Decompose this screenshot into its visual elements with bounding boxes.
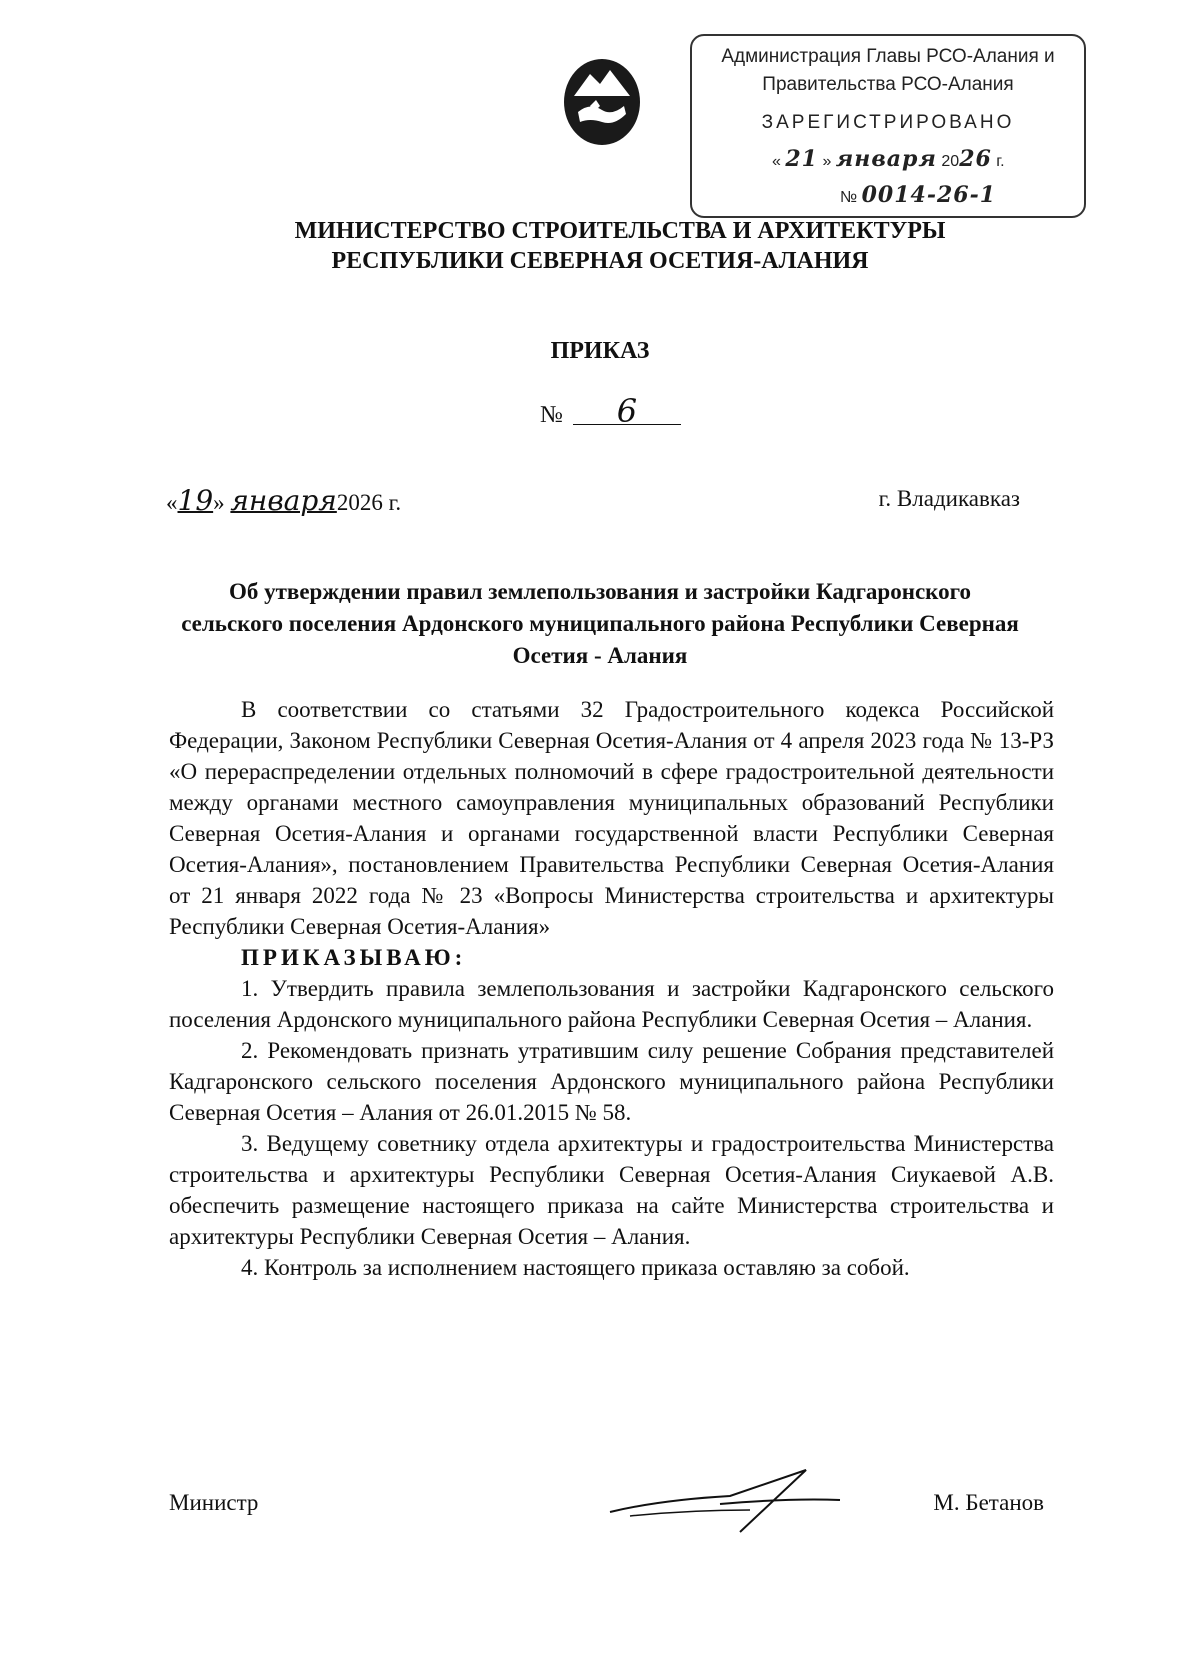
- ministry-name-line1: МИНИСТЕРСТВО СТРОИТЕЛЬСТВА И АРХИТЕКТУРЫ: [294, 218, 946, 244]
- order-item-4: 4. Контроль за исполнением настоящего приказа оставляю за собой.: [241, 1255, 910, 1280]
- handwritten-signature: [600, 1460, 850, 1540]
- registration-stamp: [690, 34, 1086, 218]
- stamp-org-line1: Администрация Главы РСО-Алания и: [721, 46, 1055, 67]
- order-number-value: 6: [573, 398, 681, 425]
- order-body: [169, 694, 1054, 1283]
- stamp-date-close-quote: »: [822, 153, 832, 170]
- order-city: г. Владикавказ: [878, 486, 1020, 511]
- stamp-date-year-prefix: 20: [941, 153, 960, 170]
- date-close-quote: »: [213, 490, 225, 515]
- preamble-paragraph: В соответствии со статьями 32 Градостроительного кодекса Российской Федерации, Законом Республики Северная Осетия-Алания от 4 апреля 2023 года № 13-РЗ «О перераспределении отдельных полномочий в сфере градостроительной деятельности между органами местного самоуправления муниципальных образований Республики Северная Осетия-Алания и органами государственной власти Республики Северная Осетия-Алания», постановлением Правительства Республики Северная Осетия-Алания от 21 января 2022 года № 23 «Вопросы Министерства строительства и архитектуры Республики Северная Осетия-Алания»: [169, 697, 1054, 939]
- decree-heading: ПРИКАЗЫВАЮ:: [241, 945, 467, 970]
- order-item-1: 1. Утвердить правила землепользования и застройки Кадгаронского сельского поселения Ардонского муниципального района Республики Северная Осетия – Алания.: [169, 976, 1054, 1032]
- signer-role: Министр: [169, 1490, 259, 1515]
- order-number-label: №: [540, 402, 563, 428]
- date-day: 19: [177, 484, 214, 517]
- coat-of-arms-emblem: [560, 56, 644, 148]
- date-open-quote: «: [166, 490, 178, 515]
- stamp-date-year-suffix: 26: [959, 146, 992, 172]
- order-item-2: 2. Рекомендовать признать утратившим силу решение Собрания представителей Кадгаронского сельского поселения Ардонского муниципального района Республики Северная Осетия – Алания от 26.01.2015 № 58.: [169, 1038, 1054, 1125]
- stamp-number-label: №: [840, 189, 858, 206]
- signer-name: М. Бетанов: [933, 1490, 1044, 1515]
- stamp-number: [840, 182, 996, 208]
- stamp-status: ЗАРЕГИСТРИРОВАНО: [761, 112, 1015, 133]
- order-item-3: 3. Ведущему советнику отдела архитектуры и градостроительства Министерства строительства и архитектуры Республики Северная Осетия-Алания Сиукаевой А.В. обеспечить размещение настоящего приказа на сайте Министерства строительства и архитектуры Республики Северная Осетия – Алания.: [169, 1131, 1054, 1249]
- stamp-date-year-unit: г.: [996, 153, 1005, 170]
- stamp-date-open-quote: «: [772, 153, 781, 170]
- order-number: [540, 392, 681, 430]
- stamp-date: [772, 146, 1005, 172]
- stamp-date-day: 21: [785, 146, 818, 172]
- order-subject: Об утверждении правил землепользования и застройки Кадгаронского сельского поселения Ардонского муниципального района Республики Северная Осетия - Алания: [181, 579, 1019, 668]
- ministry-name-line2: РЕСПУБЛИКИ СЕВЕРНАЯ ОСЕТИЯ-АЛАНИЯ: [331, 248, 869, 274]
- order-date: [166, 484, 401, 517]
- document-type-title: ПРИКАЗ: [550, 338, 650, 364]
- stamp-date-month: января: [835, 146, 937, 172]
- stamp-org-line2: Правительства РСО-Алания: [762, 74, 1014, 95]
- date-month: января: [230, 484, 337, 517]
- stamp-number-value: 0014-26-1: [861, 182, 997, 208]
- date-year: 2026 г.: [336, 490, 402, 515]
